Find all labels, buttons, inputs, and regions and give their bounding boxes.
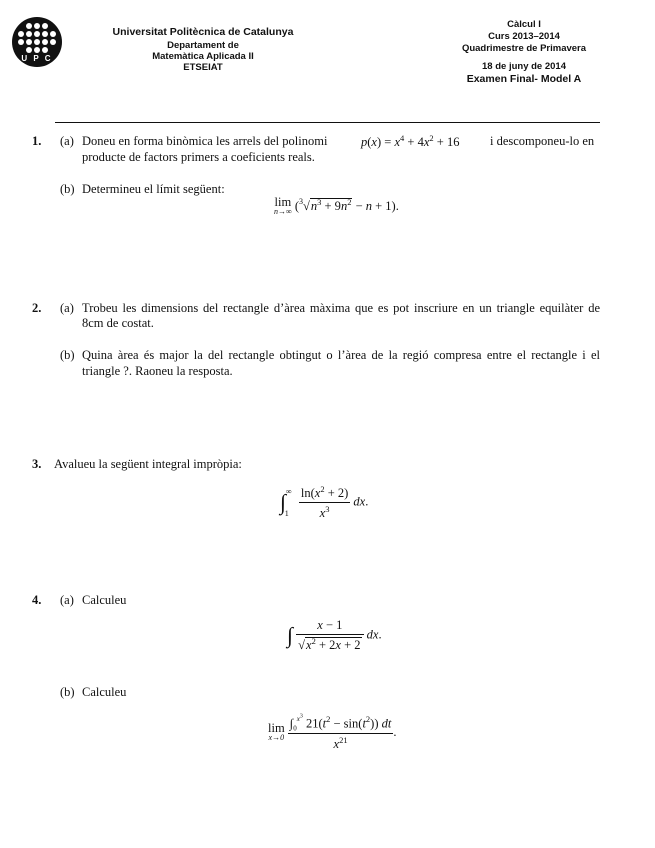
limit-formula-1: lim n→∞ $(^3√n^3 + 9n^2 - n + 1)$. bbox=[274, 195, 399, 217]
department-line: Departament de bbox=[167, 40, 239, 51]
exam-model: Examen Final- Model A bbox=[466, 73, 582, 85]
integral-formula-4a: ∫ $\frac{x - 1}{√x^2 + 2x + 2}$ dx. bbox=[287, 618, 382, 653]
problem-1b-text: Determineu el límit següent: bbox=[82, 182, 225, 196]
problem-2b-line1: Quina àrea és major la del rectangle obtingut o l’àrea de la regió compresa entre el rectangle i el bbox=[82, 348, 600, 362]
problem-2b-line2: triangle ?. Raoneu la resposta. bbox=[82, 364, 233, 378]
problem-4b-label: (b) bbox=[60, 685, 75, 699]
course-year: Curs 2013–2014 bbox=[488, 31, 560, 42]
polynomial-formula: $p(x) = x^4 + 4x^2 + 16$ bbox=[361, 133, 460, 150]
problem-2a-line2: 8cm de costat. bbox=[82, 316, 154, 330]
problem-3-text: Avalueu la següent integral impròpia: bbox=[54, 457, 242, 471]
problem-4b-text: Calculeu bbox=[82, 685, 127, 699]
problem-1a-label: (a) bbox=[60, 134, 74, 148]
problem-3-number: 3. bbox=[32, 457, 42, 471]
problem-2b-label: (b) bbox=[60, 348, 75, 362]
subdepartment-line: Matemàtica Aplicada II bbox=[152, 51, 254, 62]
university-name: Universitat Politècnica de Catalunya bbox=[112, 26, 294, 38]
problem-4-number: 4. bbox=[32, 593, 42, 607]
problem-1a-line2: producte de factors primers a coeficients reals. bbox=[82, 150, 315, 164]
exam-date: 18 de juny de 2014 bbox=[482, 61, 566, 72]
problem-2a-line1: Trobeu les dimensions del rectangle d’àrea màxima que es pot inscriure en un triangle equilàter de bbox=[82, 301, 600, 315]
problem-4a-text: Calculeu bbox=[82, 593, 127, 607]
upc-logo bbox=[12, 17, 62, 67]
problem-2a-label: (a) bbox=[60, 301, 74, 315]
course-title: Càlcul I bbox=[507, 19, 541, 30]
header-divider bbox=[55, 122, 600, 123]
problem-4a-label: (a) bbox=[60, 593, 74, 607]
improper-integral-formula: $\int^\infty_1$ $\frac{\ln(x^2 + 2)}{x^3}$ dx. bbox=[280, 484, 369, 521]
school-line: ETSEIAT bbox=[183, 62, 223, 73]
problem-2-number: 2. bbox=[32, 301, 42, 315]
semester: Quadrimestre de Primavera bbox=[461, 43, 587, 54]
problem-1-number: 1. bbox=[32, 134, 42, 148]
problem-1a-text: Doneu en forma binòmica les arrels del polinomi bbox=[82, 134, 328, 148]
limit-formula-4b: lim x→0 $\frac{\int_0^{x^3} 21(t^2 - \sin(t^2)) dt}{x^{21}}$ . bbox=[268, 714, 397, 752]
problem-1b-label: (b) bbox=[60, 182, 75, 196]
logo-text: U P C bbox=[21, 54, 53, 63]
problem-1a-text-end: i descomponeu-lo en bbox=[490, 134, 595, 148]
